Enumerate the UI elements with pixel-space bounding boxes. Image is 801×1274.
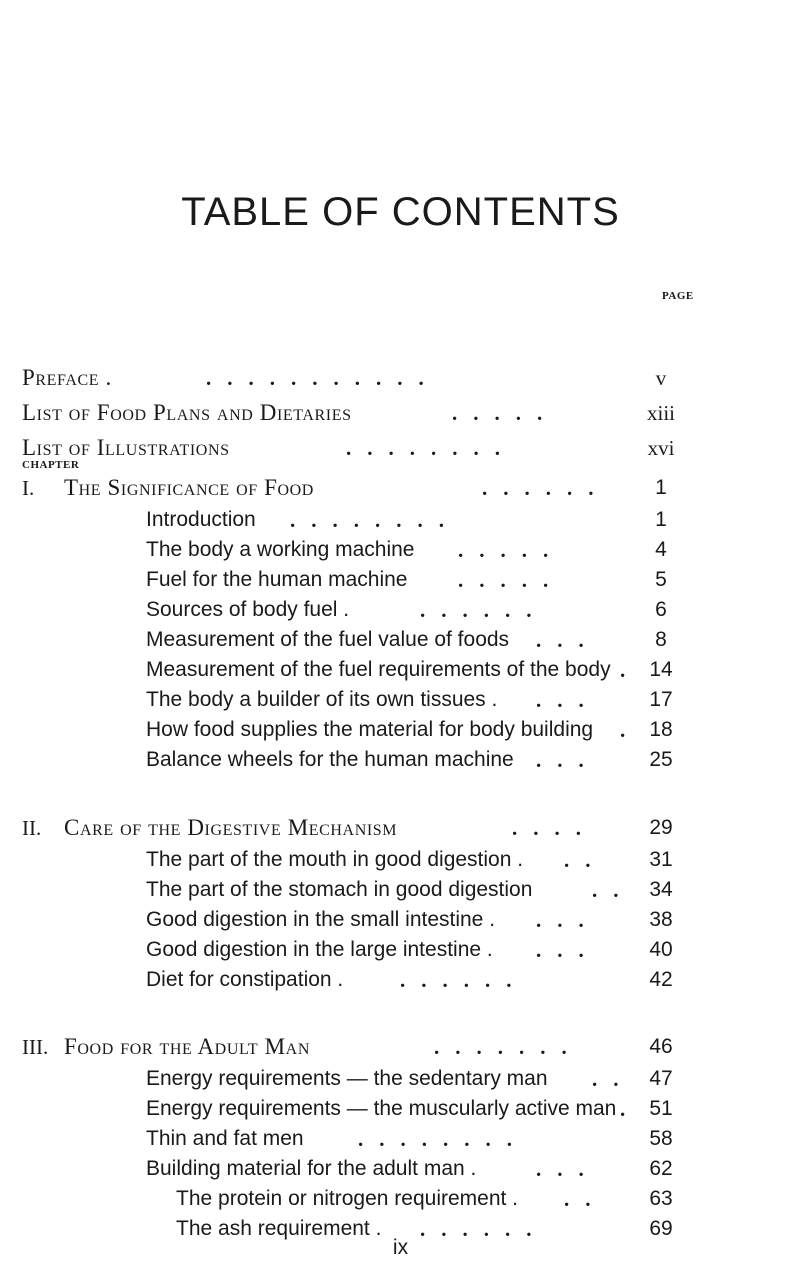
section-title: Diet for constipation .: [146, 968, 344, 991]
section-page: 1: [655, 508, 667, 531]
section-entry[interactable]: [0, 686, 801, 714]
section-page: 18: [649, 718, 673, 741]
page-column-heading: PAGE: [662, 290, 694, 302]
toc-entry-food-plans[interactable]: [0, 399, 801, 427]
section-entry[interactable]: [0, 596, 801, 624]
section-page: 69: [649, 1217, 673, 1240]
section-entry[interactable]: [0, 1125, 801, 1153]
section-page: 38: [649, 908, 673, 931]
chapter-page: 29: [649, 816, 673, 839]
leader-dots: .....: [458, 568, 565, 592]
section-title: How food supplies the material for body building: [146, 718, 594, 741]
chapter-column-heading: CHAPTER: [22, 459, 80, 471]
section-entry[interactable]: [0, 746, 801, 774]
section-title: Energy requirements — the sedentary man: [146, 1067, 548, 1090]
section-title: The part of the mouth in good digestion .: [146, 848, 524, 871]
section-page: 58: [649, 1127, 673, 1150]
leader-dots: .: [620, 1097, 642, 1121]
leader-dots: ..: [592, 1067, 635, 1091]
leader-dots: ......: [400, 968, 528, 992]
section-entry[interactable]: [0, 506, 801, 534]
page-title: TABLE OF CONTENTS: [181, 190, 620, 234]
chapter-entry[interactable]: [0, 1033, 801, 1061]
chapter-entry[interactable]: [0, 474, 801, 502]
leader-dots: ...: [536, 908, 600, 932]
chapter-page: 46: [649, 1035, 673, 1058]
section-entry[interactable]: [0, 876, 801, 904]
section-entry[interactable]: [0, 536, 801, 564]
section-title: Energy requirements — the muscularly active man: [146, 1097, 617, 1120]
entry-page: v: [655, 366, 667, 390]
chapter-title: The Significance of Food: [64, 475, 314, 500]
toc-entry-preface[interactable]: [0, 364, 801, 392]
section-page: 6: [655, 598, 667, 621]
section-page: 17: [649, 688, 673, 711]
section-title: Good digestion in the large intestine .: [146, 938, 493, 961]
section-entry[interactable]: [0, 1095, 801, 1123]
leader-dots: .....: [458, 538, 565, 562]
section-entry[interactable]: [0, 1065, 801, 1093]
leader-dots: .: [620, 658, 642, 682]
section-title: Measurement of the fuel requirements of the body: [146, 658, 611, 681]
section-page: 42: [649, 968, 673, 991]
entry-page: xiii: [646, 401, 675, 425]
section-entry[interactable]: [0, 626, 801, 654]
section-page: 63: [649, 1187, 673, 1210]
leader-dots: ...: [536, 1157, 600, 1181]
leader-dots: ...: [536, 688, 600, 712]
entry-title: Preface .: [22, 365, 112, 390]
section-title: Building material for the adult man .: [146, 1157, 477, 1180]
chapter-entry[interactable]: [0, 814, 801, 842]
leader-dots: ..: [564, 848, 607, 872]
section-entry[interactable]: [0, 846, 801, 874]
section-title: The protein or nitrogen requirement .: [176, 1187, 519, 1210]
section-page: 25: [649, 748, 673, 771]
leader-dots: ...: [536, 938, 600, 962]
leader-dots: ......: [482, 476, 610, 500]
leader-dots: ..: [592, 878, 635, 902]
chapter-page: 1: [655, 476, 667, 499]
leader-dots: .....: [452, 401, 559, 425]
leader-dots: ...: [536, 748, 600, 772]
leader-dots: ........: [346, 436, 516, 460]
section-page: 34: [649, 878, 673, 901]
entry-title: List of Illustrations: [22, 435, 230, 460]
chapter-title: Care of the Digestive Mechanism: [64, 815, 398, 840]
chapter-number: I.: [22, 476, 35, 500]
chapter-number: II.: [22, 816, 42, 840]
section-entry[interactable]: [0, 906, 801, 934]
section-entry[interactable]: [0, 1155, 801, 1183]
section-page: 51: [649, 1097, 673, 1120]
leader-dots: ........: [358, 1127, 528, 1151]
section-page: 8: [655, 628, 667, 651]
page-number-footer: ix: [392, 1236, 409, 1259]
section-page: 47: [649, 1067, 673, 1090]
section-title: Fuel for the human machine: [146, 568, 408, 591]
section-title: Introduction: [146, 508, 256, 531]
leader-dots: ........: [290, 508, 460, 532]
leader-dots: ....: [512, 816, 597, 840]
leader-dots: ...........: [206, 366, 440, 390]
leader-dots: ...: [536, 628, 600, 652]
section-page: 4: [655, 538, 667, 561]
leader-dots: .: [620, 718, 642, 742]
section-entry[interactable]: [0, 936, 801, 964]
section-entry[interactable]: [0, 716, 801, 744]
leader-dots: .......: [434, 1035, 583, 1059]
section-title: Balance wheels for the human machine: [146, 748, 514, 771]
leader-dots: ......: [420, 598, 548, 622]
section-title: The body a working machine: [146, 538, 415, 561]
section-title: The body a builder of its own tissues .: [146, 688, 498, 711]
section-page: 62: [649, 1157, 673, 1180]
section-title: The part of the stomach in good digestion: [146, 878, 533, 901]
section-page: 40: [649, 938, 673, 961]
section-entry[interactable]: [0, 1185, 801, 1213]
section-page: 5: [655, 568, 667, 591]
section-page: 14: [649, 658, 673, 681]
leader-dots: ..: [564, 1187, 607, 1211]
entry-page: xvi: [647, 436, 675, 460]
section-title: Thin and fat men: [146, 1127, 304, 1150]
section-title: The ash requirement .: [176, 1217, 382, 1240]
section-entry[interactable]: [0, 966, 801, 994]
section-entry[interactable]: [0, 566, 801, 594]
toc-entry-illustrations[interactable]: [0, 434, 801, 462]
section-title: Sources of body fuel .: [146, 598, 350, 621]
section-entry[interactable]: [0, 656, 801, 684]
chapter-number: III.: [22, 1035, 49, 1059]
section-title: Measurement of the fuel value of foods: [146, 628, 510, 651]
section-title: Good digestion in the small intestine .: [146, 908, 496, 931]
entry-title: List of Food Plans and Dietaries: [22, 400, 352, 425]
leader-dots: ......: [420, 1217, 548, 1241]
section-page: 31: [649, 848, 673, 871]
chapter-title: Food for the Adult Man: [64, 1034, 310, 1059]
